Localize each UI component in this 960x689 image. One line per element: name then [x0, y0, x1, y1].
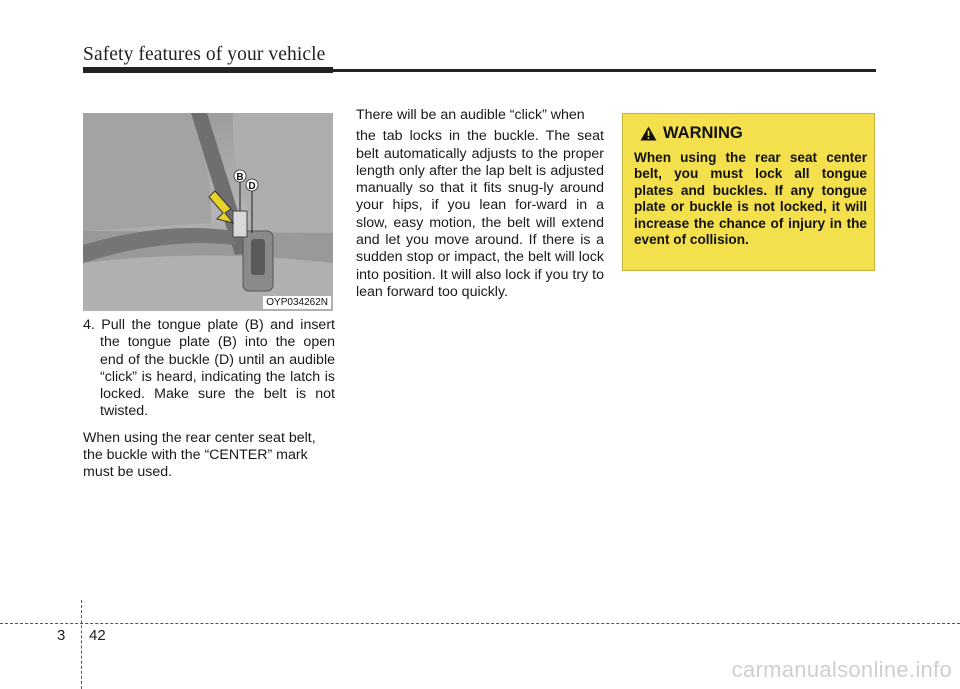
watermark: carmanualsonline.info — [731, 657, 952, 682]
header-rule-accent — [83, 67, 333, 73]
figure-label-d: D — [248, 181, 256, 192]
chapter-number: 3 — [57, 627, 66, 644]
click-sentence-start: There will be an audible “click” when — [356, 107, 585, 123]
warning-title: WARNING — [663, 124, 743, 142]
warning-box — [622, 113, 875, 271]
middle-column — [356, 107, 604, 301]
figure-code: OYP034262N — [263, 296, 331, 309]
page-number: 42 — [89, 627, 106, 644]
footer-divider — [81, 600, 82, 689]
warning-header — [640, 124, 743, 143]
figure-label-b: B — [236, 172, 244, 183]
warning-text: When using the rear seat center belt, you must lock all tongue plates and buckles. If any tongue plate or buckle is not locked, it will increase the chance of injury in the event of collision. — [634, 150, 867, 248]
belt-adjust-text: the tab locks in the buckle. The seat belt automatically adjusts to the proper length only after the lap belt is adjusted manually so that it fits snug-ly around your hips, if you lean for-ward in a slow, easy motion, the belt will extend and let you move around. If there is a sudden stop or impact, the belt will lock into position. It will also lock if you try to lean forward too quickly. — [356, 128, 604, 300]
left-column — [83, 317, 335, 482]
step-4: 4. Pull the tongue plate (B) and insert the tongue plate (B) into the open end of the buckle (D) until an audible “click” is heard, indicating the latch is locked. Make sure the belt is not twisted. — [83, 317, 335, 420]
footer-rule — [0, 623, 960, 624]
page-header-title: Safety features of your vehicle — [83, 44, 326, 65]
warning-triangle-icon — [640, 126, 657, 141]
center-belt-note: When using the rear center seat belt, the buckle with the “CENTER” mark must be used. — [83, 429, 316, 481]
seat-belt-illustration — [83, 113, 333, 311]
